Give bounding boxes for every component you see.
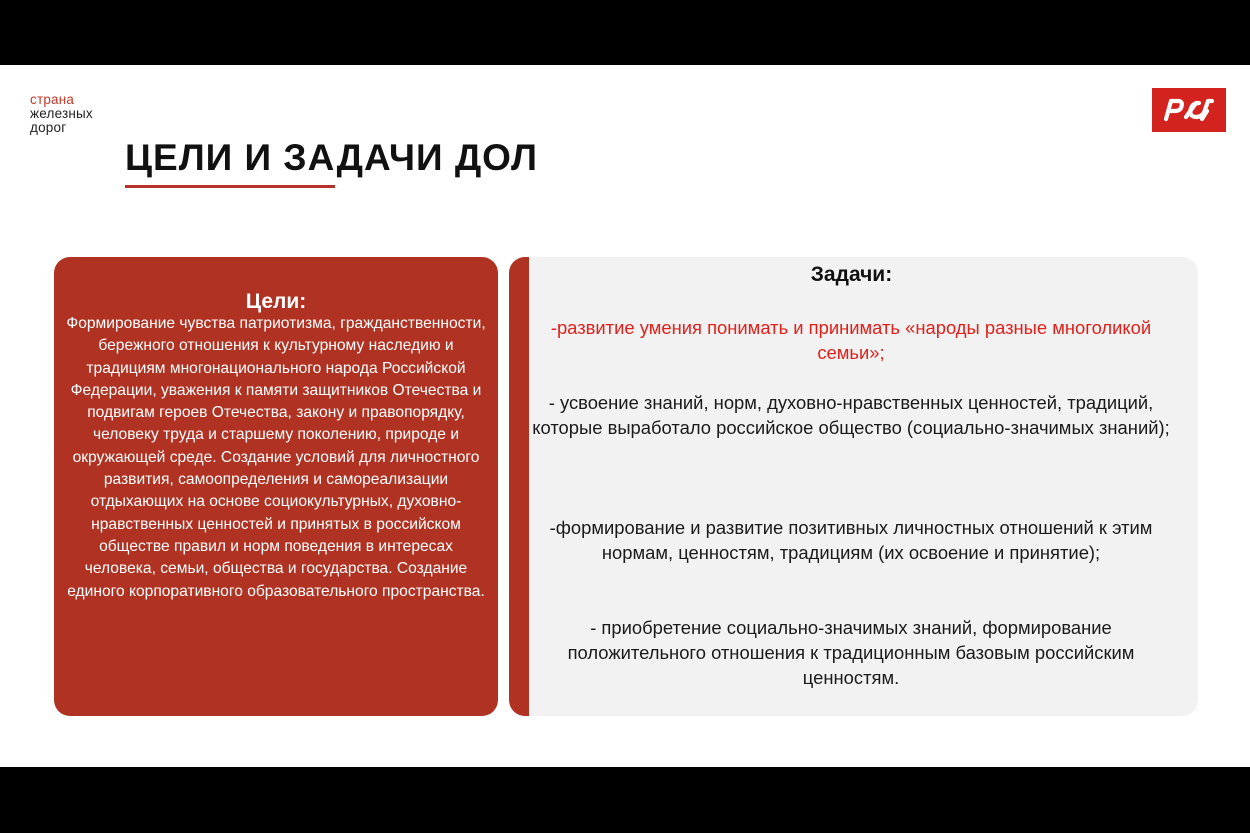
letterbox-bottom — [0, 767, 1250, 833]
goals-text: Формирование чувства патриотизма, гражданственности, бережного отношения к культурному наследию и традициям многонационального народа Российской Федерации, уважения к памяти защитников Отечества и подвигам героев Отечества, закону и правопорядку, человеку труда и старшему поколению, природе и окружающей среде. Создание условий для личностного развития, самоопределения и самореализации отдыхающих на основе социокультурных, духовно-нравственных ценностей и принятых в российском обществе правил и норм поведения в интересах человека, семьи, общества и государства. Создание единого корпоративного образовательного пространства. — [66, 315, 486, 600]
brand-line-3: дорог — [30, 120, 67, 135]
tasks-card — [509, 257, 1198, 716]
brand-line-2: железных — [30, 106, 93, 121]
task-item: -формирование и развитие позитивных личностных отношений к этим нормам, ценностям, традициям (их освоение и принятие); — [549, 517, 1153, 563]
tasks-heading: Задачи: — [810, 263, 893, 286]
title-underline — [125, 185, 335, 188]
task-item: - усвоение знаний, норм, духовно-нравственных ценностей, традиций, которые выработало российское общество (социально-значимых знаний); — [532, 392, 1170, 438]
rzd-logo-icon — [1152, 88, 1226, 132]
page-title: ЦЕЛИ И ЗАДАЧИ ДОЛ — [125, 137, 538, 178]
task-item: -развитие умения понимать и принимать «народы разные многоликой семьи»; — [550, 317, 1152, 363]
letterbox-top — [0, 0, 1250, 65]
brand-wordmark — [30, 93, 93, 135]
presentation-slide — [0, 65, 1250, 767]
goals-card — [54, 257, 498, 716]
brand-line-1: страна — [30, 92, 75, 107]
goals-heading: Цели: — [245, 290, 307, 313]
task-item: - приобретение социально-значимых знаний, формирование положительного отношения к традиционным базовым российским ценностям. — [567, 617, 1135, 688]
